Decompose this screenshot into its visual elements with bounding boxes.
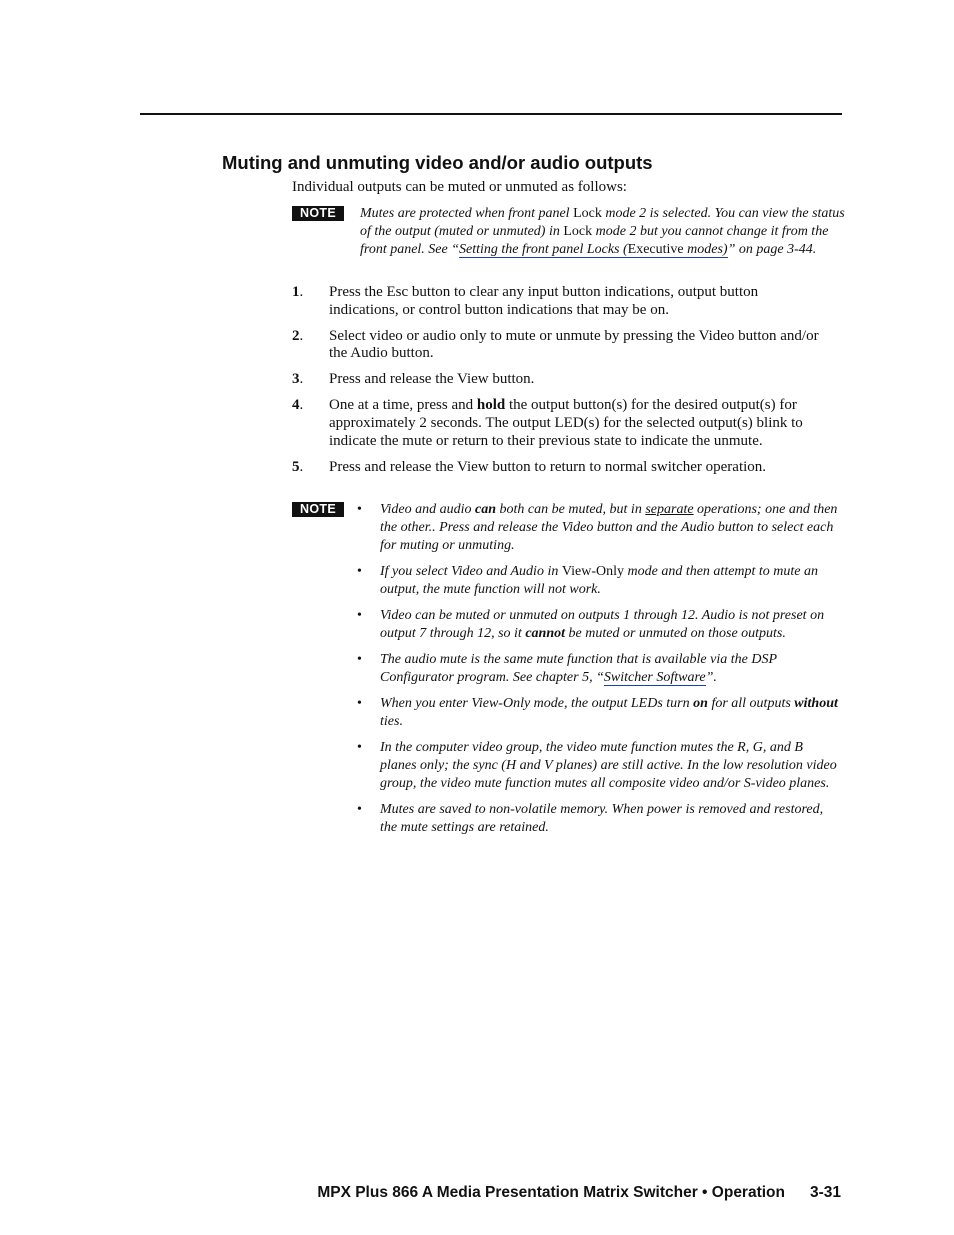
emphasis: can xyxy=(475,502,497,517)
bullet-item: • When you enter View-Only mode, the output LEDs turn on for all outputs without ties. xyxy=(357,696,838,729)
section-heading: Muting and unmuting video and/or audio outputs xyxy=(222,152,653,173)
step-text: Press and release the View button to return to normal switcher operation. xyxy=(329,458,767,475)
intro-text: Individual outputs can be muted or unmuted as follows: xyxy=(292,179,627,195)
lock-mode-term: Lock xyxy=(563,224,593,239)
note-text xyxy=(360,205,846,259)
step-item xyxy=(292,328,822,363)
bullet-item: • The audio mute is the same mute function that is available via the DSP Configurator program. See chapter 5, “Switcher Software”. xyxy=(357,652,777,685)
step-item xyxy=(292,397,822,450)
note-badge: NOTE xyxy=(292,206,344,221)
step-number: 1. xyxy=(292,284,304,300)
step-text: Press the Esc button to clear any input button indications, output button indications, or control button indications that may be on. xyxy=(329,284,759,318)
steps-list xyxy=(292,284,822,485)
lock-mode-term: Lock xyxy=(573,206,602,221)
step-text: Press and release the View button. xyxy=(329,371,535,388)
view-only-term: View-Only xyxy=(561,564,624,579)
switcher-software-link[interactable]: Switcher Software xyxy=(603,670,706,685)
bullet-item: • In the computer video group, the video mute function mutes the R, G, and B planes only; the sync (H and V planes) are still active. In the low resolution video group, the video mute function mutes all composite video and/or S-video planes. xyxy=(357,740,837,791)
link-text-executive: Executive xyxy=(627,242,684,257)
cross-reference-link[interactable] xyxy=(459,242,728,258)
underlined-word: separate xyxy=(645,502,694,517)
bullet-icon: • xyxy=(357,502,362,517)
bullet-item: • Video can be muted or unmuted on outputs 1 through 12. Audio is not preset on output 7 through 12, so it cannot be muted or unmuted on those outputs. xyxy=(357,608,825,641)
note-text-part: ” on page 3-44. xyxy=(727,242,817,257)
link-text: modes) xyxy=(683,242,728,257)
bullet-icon: • xyxy=(357,564,362,579)
step-text: Select video or audio only to mute or unmute by pressing the Video button and/or the Audio button. xyxy=(329,327,819,362)
hold-emphasis: hold xyxy=(476,397,506,414)
page-number: 3-31 xyxy=(809,1184,841,1201)
emphasis: on xyxy=(693,696,708,711)
note-bullet-list xyxy=(355,501,841,845)
bullet-item: • If you select Video and Audio in View-Only mode and then attempt to mute an output, the mute function will not work. xyxy=(357,564,819,597)
bullet-icon: • xyxy=(357,652,362,667)
bullet-icon: • xyxy=(357,696,362,711)
link-text: Setting the front panel Locks ( xyxy=(459,242,628,257)
step-item xyxy=(292,459,822,477)
note-text-part: Mutes are protected when front panel xyxy=(360,206,574,221)
step-number: 4. xyxy=(292,397,304,414)
step-number: 3. xyxy=(292,371,304,388)
note-text-part: mode 2 but you cannot change it from the front panel. See “ xyxy=(360,224,829,257)
bullet-icon: • xyxy=(357,608,362,623)
step-item xyxy=(292,284,822,319)
step-item xyxy=(292,371,822,389)
emphasis: cannot xyxy=(525,626,566,641)
bullet-icon: • xyxy=(357,740,362,755)
step-number: 2. xyxy=(292,327,304,344)
step-text: One at a time, press and hold the output button(s) for the desired output(s) for approximately 2 seconds. The output LED(s) for the selected output(s) blink to indicate the mute or return to their previous state to indicate the unmute. xyxy=(329,397,803,449)
note-badge: NOTE xyxy=(292,502,344,517)
header-rule xyxy=(140,113,842,115)
bullet-item: • Mutes are saved to non-volatile memory. When power is removed and restored, the mute settings are retained. xyxy=(357,802,824,835)
bullet-item: • Video and audio can both can be muted, but in separate operations; one and then the other.. Press and release the Video button and the Audio button to select each for muting or unmuting. xyxy=(357,502,838,553)
step-number: 5. xyxy=(292,458,304,475)
note-text-part: mode 2 is selected. You can view the status of the output (muted or unmuted) in xyxy=(360,206,845,239)
footer-title: MPX Plus 866 A Media Presentation Matrix Switcher • Operation xyxy=(317,1184,785,1201)
bullet-icon: • xyxy=(357,802,362,817)
emphasis: without xyxy=(794,696,838,711)
